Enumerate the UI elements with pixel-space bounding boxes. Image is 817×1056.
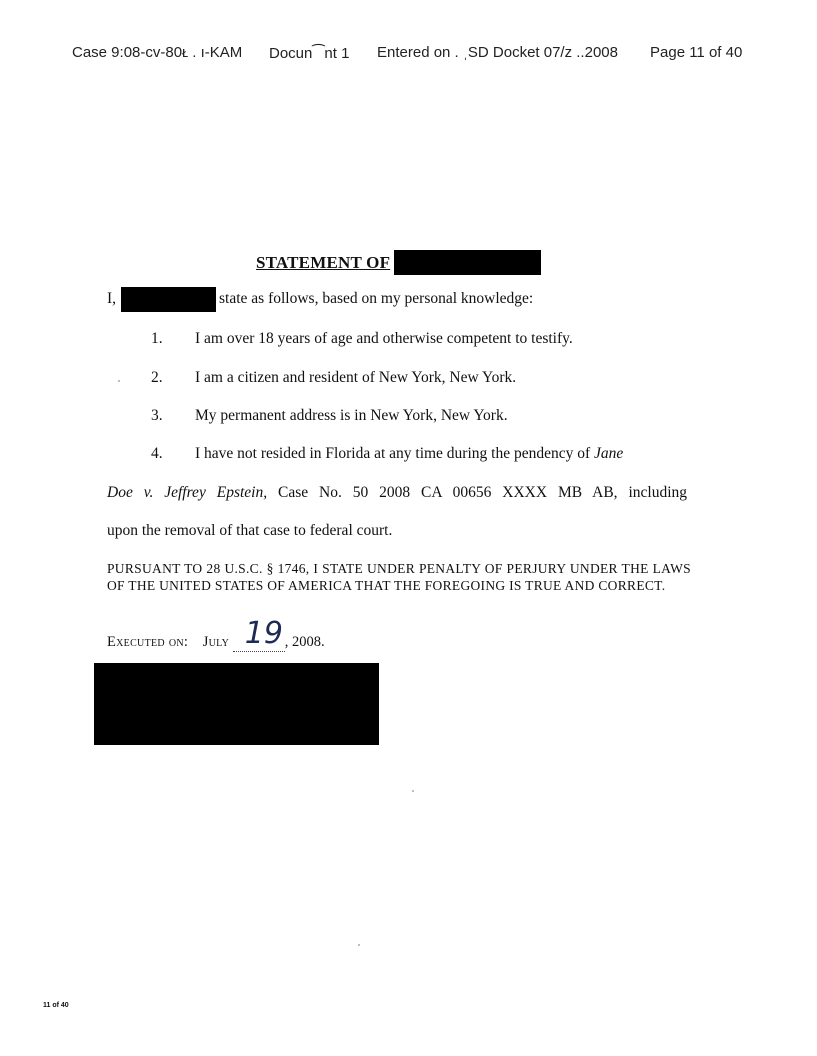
statement-title: STATEMENT OF	[256, 253, 391, 272]
executed-line	[107, 616, 325, 652]
intro-text: state as follows, based on my personal knowledge:	[219, 290, 534, 307]
handwritten-day: 19	[244, 616, 283, 651]
executed-year: , 2008.	[284, 634, 325, 650]
item-4-end: upon the removal of that case to federal court.	[107, 522, 393, 539]
item-text-4-prefix: I have not resided in Florida at any time during the pendency of	[195, 445, 591, 462]
page-indicator: Page 11 of 40	[650, 44, 743, 61]
case-name-part-1: Jane	[594, 445, 624, 462]
scan-speck	[358, 944, 360, 946]
item-text-2: I am a citizen and resident of New York, New York.	[195, 369, 517, 386]
item-number-4: 4.	[151, 445, 163, 462]
document-number: Docun⁀nt 1	[269, 45, 350, 62]
case-number: Case 9:08-cv-80ᴌ . ı-KAM	[72, 44, 243, 61]
scan-speck	[118, 380, 120, 382]
redaction-declarant-name	[121, 287, 216, 312]
item-text-3: My permanent address is in New York, New York.	[195, 407, 508, 424]
case-number-text: Case No. 50 2008 CA 00656 XXXX MB AB, including	[278, 484, 687, 501]
item-number-2: 2.	[151, 369, 163, 386]
item-number-1: 1.	[151, 330, 163, 347]
intro-prefix: I,	[107, 290, 117, 307]
executed-label: Executed on:	[107, 634, 189, 650]
entered-docket: Entered on . ˌSD Docket 07/ᴢ ..2008	[377, 44, 618, 61]
case-name-part-2: Doe v. Jeffrey Epstein,	[107, 484, 268, 501]
item-4-continuation	[107, 484, 687, 502]
executed-month: July	[202, 634, 230, 650]
scan-speck	[412, 790, 414, 792]
perjury-statement: PURSUANT TO 28 U.S.C. § 1746, I STATE UNDER PENALTY OF PERJURY UNDER THE LAWS OF THE UNITED STATES OF AMERICA THAT THE FOREGOING IS TRUE AND CORRECT.	[107, 561, 691, 593]
item-text-4	[195, 445, 623, 463]
redaction-signature-block	[94, 663, 379, 745]
executed-day-field	[233, 616, 285, 652]
item-number-3: 3.	[151, 407, 163, 424]
page-stamp: 11 of 40	[43, 1002, 69, 1009]
redaction-title-name	[394, 250, 541, 275]
item-text-1: I am over 18 years of age and otherwise competent to testify.	[195, 330, 573, 347]
